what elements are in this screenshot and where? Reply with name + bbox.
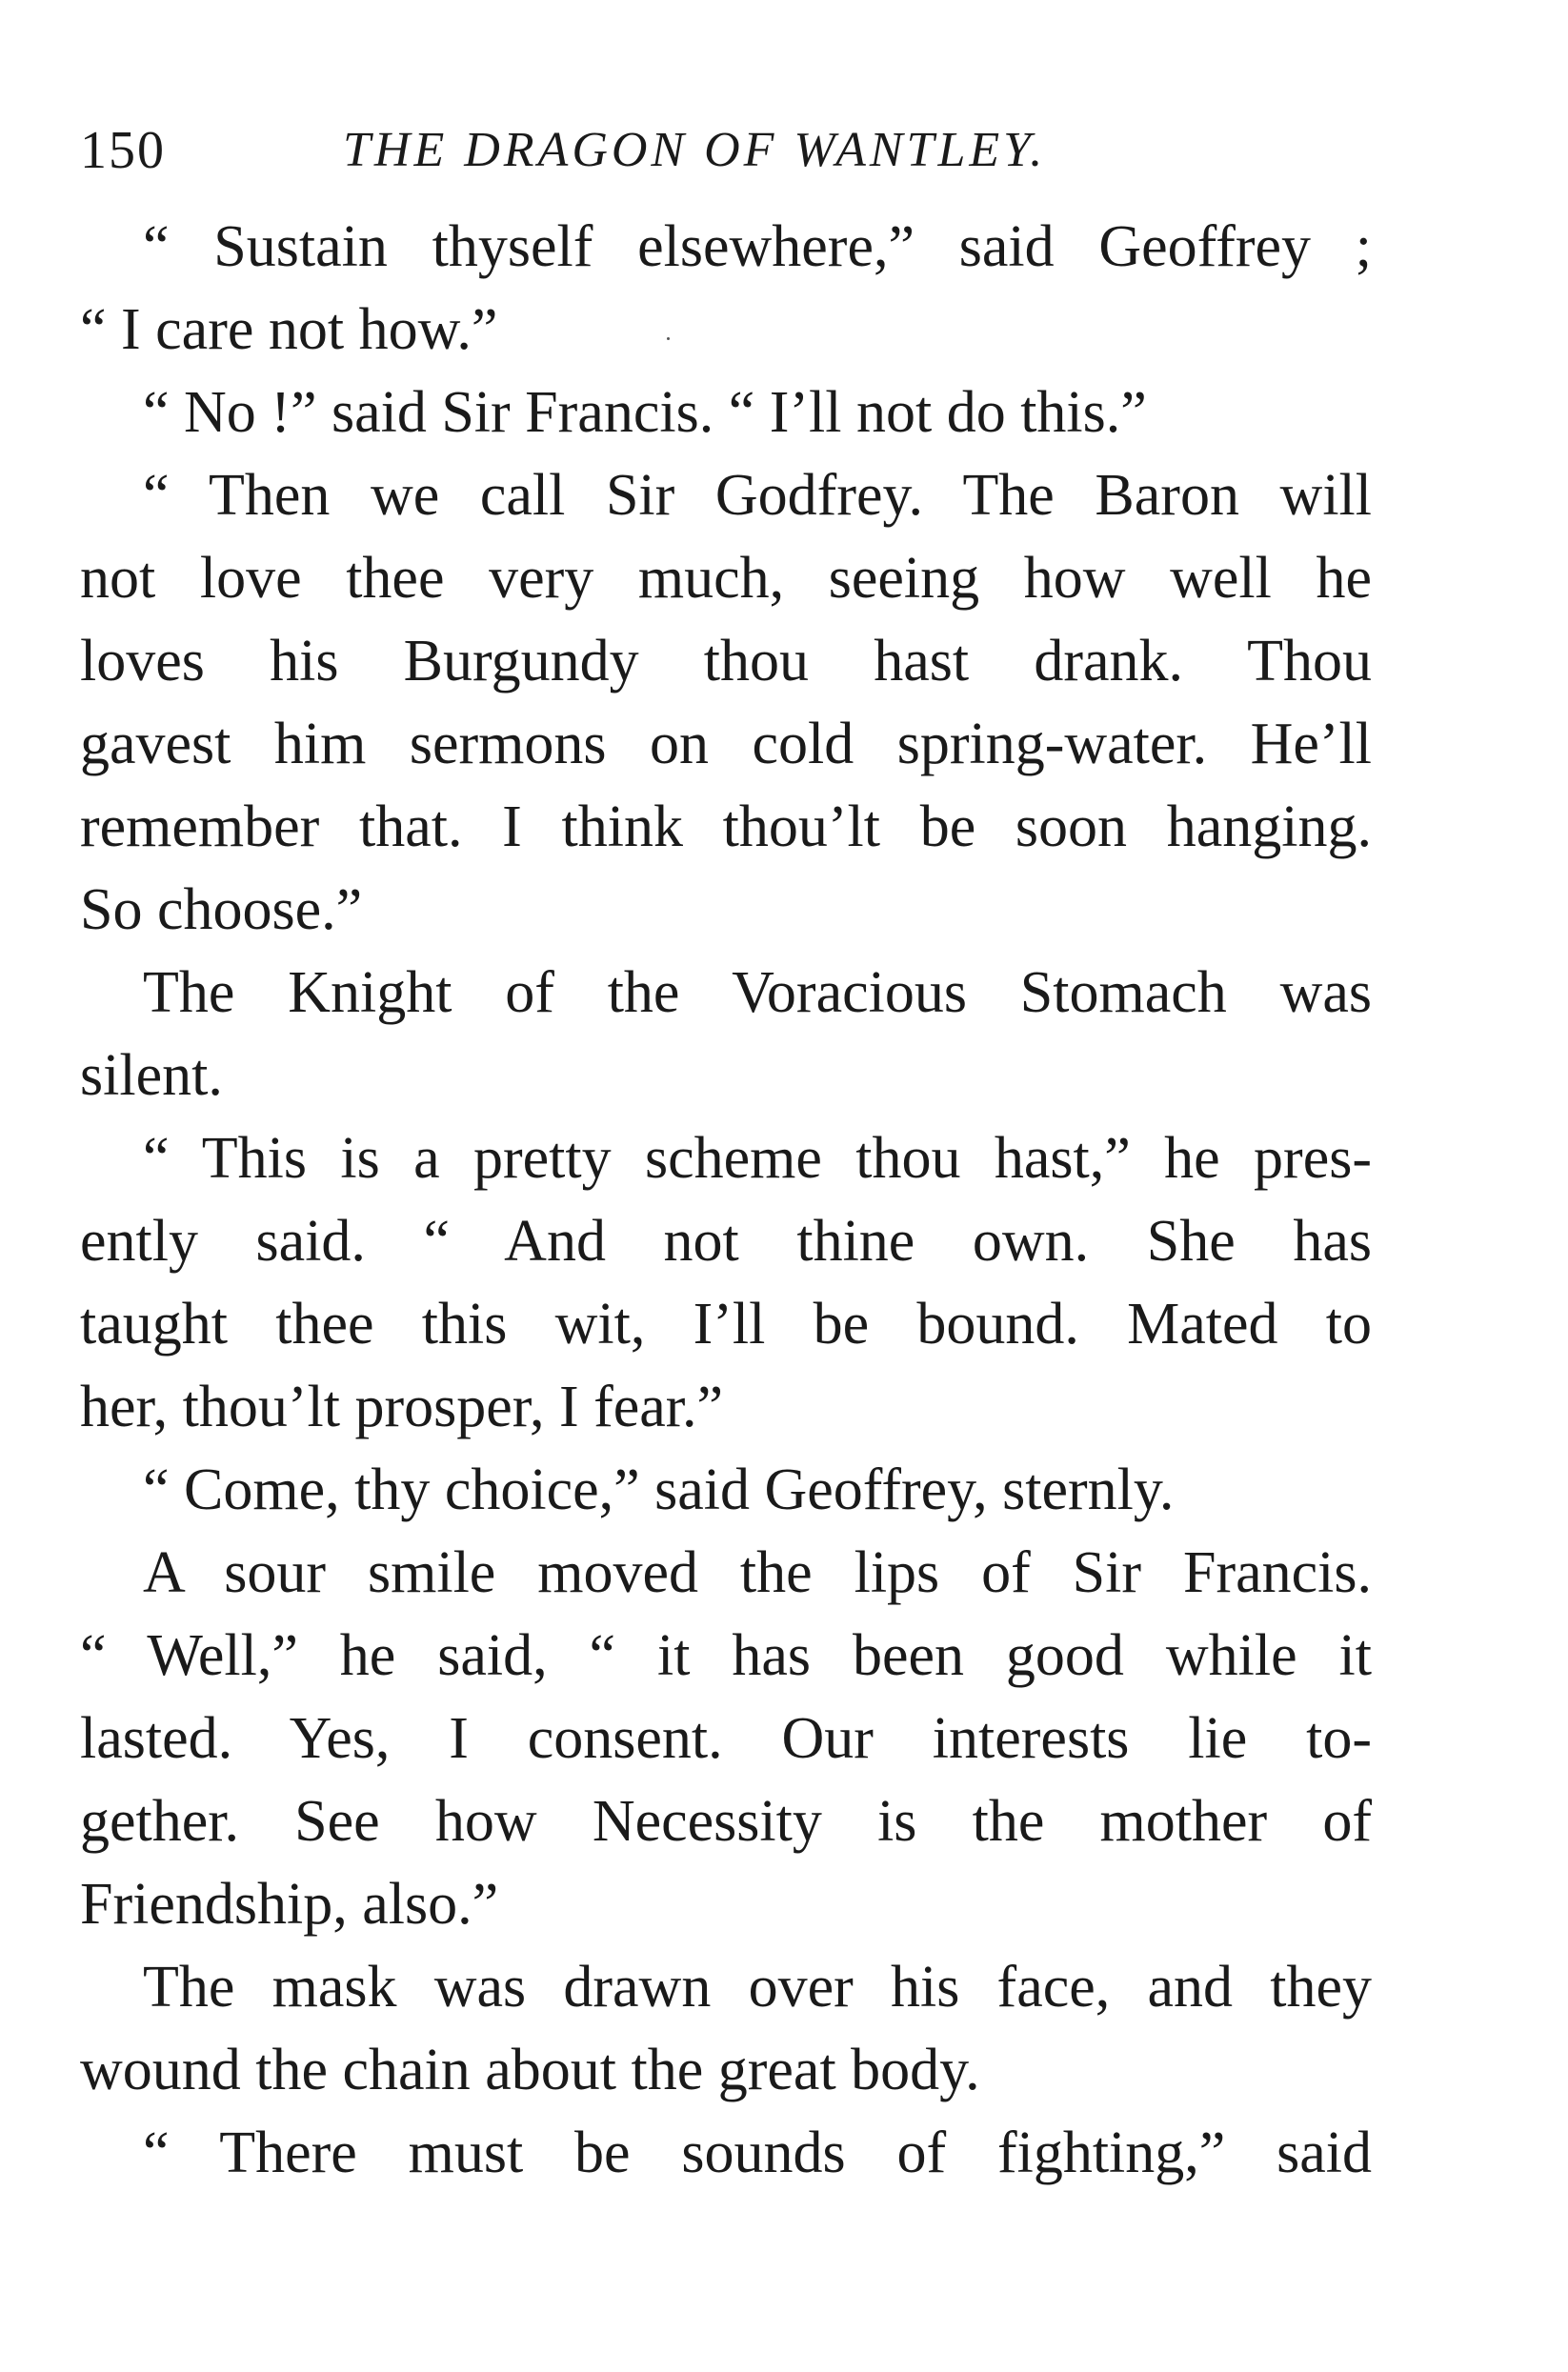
page-header bbox=[80, 112, 1395, 189]
text-line: remember that. I think thou’lt be soon hanging. bbox=[80, 794, 1372, 859]
text-line: lasted. Yes, I consent. Our interests lie to- bbox=[80, 1706, 1372, 1771]
text-line: “ This is a pretty scheme thou hast,” he pres- bbox=[143, 1126, 1372, 1191]
text-line: “ Then we call Sir Godfrey. The Baron will bbox=[143, 463, 1372, 528]
page-number: 150 bbox=[80, 121, 166, 180]
text-line: “ I care not how.” bbox=[80, 297, 498, 362]
text-line: So choose.” bbox=[80, 877, 363, 942]
text-line: “ No !” said Sir Francis. “ I’ll not do this.” bbox=[143, 380, 1147, 445]
text-line: Friendship, also.” bbox=[80, 1872, 499, 1937]
text-line: The mask was drawn over his face, and they bbox=[143, 1955, 1372, 2020]
text-line: not love thee very much, seeing how well he bbox=[80, 546, 1372, 611]
text-line: “ Well,” he said, “ it has been good while it bbox=[80, 1623, 1372, 1688]
text-line: gavest him sermons on cold spring-water. He’ll bbox=[80, 712, 1372, 776]
text-line: silent. bbox=[80, 1043, 223, 1108]
text-line: “ Sustain thyself elsewhere,” said Geoffrey ; bbox=[143, 214, 1372, 279]
text-line: wound the chain about the great body. bbox=[80, 2038, 980, 2102]
text-line: “ Come, thy choice,” said Geoffrey, sternly. bbox=[143, 1457, 1175, 1522]
text-line: loves his Burgundy thou hast drank. Thou bbox=[80, 629, 1372, 694]
running-title: THE DRAGON OF WANTLEY. bbox=[343, 123, 1047, 177]
text-line: ently said. “ And not thine own. She has bbox=[80, 1209, 1372, 1274]
body-text bbox=[80, 206, 1372, 2195]
text-line: her, thou’lt prosper, I fear.” bbox=[80, 1375, 724, 1439]
text-line: gether. See how Necessity is the mother of bbox=[80, 1789, 1372, 1854]
text-line: A sour smile moved the lips of Sir Francis. bbox=[143, 1540, 1372, 1605]
text-line: The Knight of the Voracious Stomach was bbox=[143, 960, 1372, 1025]
text-line: “ There must be sounds of fighting,” said bbox=[143, 2121, 1372, 2185]
text-line: taught thee this wit, I’ll be bound. Mated to bbox=[80, 1292, 1372, 1357]
